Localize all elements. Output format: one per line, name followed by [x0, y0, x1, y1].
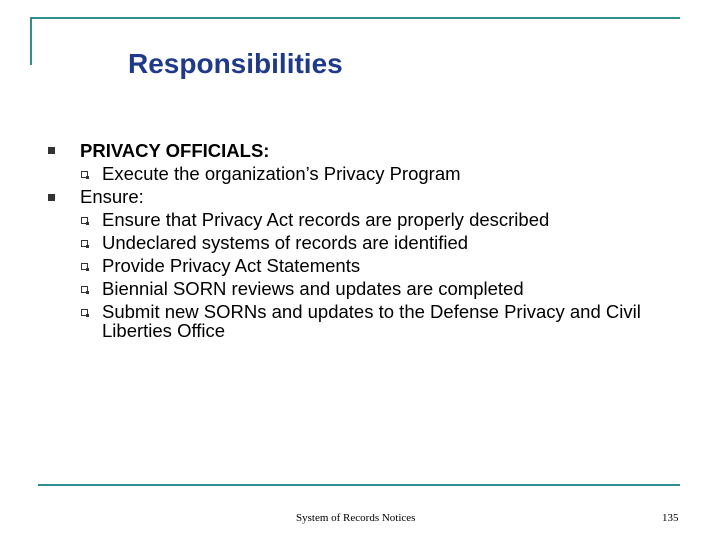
square-bullet-icon — [48, 147, 55, 154]
checkbox-bullet-icon — [81, 217, 88, 224]
checkbox-bullet-icon — [81, 171, 88, 178]
sub-item-undeclared-systems: Undeclared systems of records are identified — [102, 232, 469, 253]
bullet-item-privacy-officials: PRIVACY OFFICIALS: — [80, 140, 270, 161]
square-bullet-icon — [48, 194, 55, 201]
sub-item-records-described: Ensure that Privacy Act records are properly described — [102, 209, 550, 230]
checkbox-bullet-icon — [81, 263, 88, 270]
sub-item-biennial-sorn-reviews: Biennial SORN reviews and updates are completed — [102, 278, 524, 299]
sub-item-submit-new-sorns: Submit new SORNs and updates to the Defense Privacy and Civil — [102, 301, 641, 322]
sub-item-execute-program: Execute the organization’s Privacy Program — [102, 163, 461, 184]
page-number: 135 — [662, 512, 679, 524]
slide-title: Responsibilities — [128, 48, 343, 79]
footer-title: System of Records Notices — [296, 512, 416, 524]
checkbox-bullet-icon — [81, 240, 88, 247]
checkbox-bullet-icon — [81, 309, 88, 316]
sub-item-privacy-act-statements: Provide Privacy Act Statements — [102, 255, 361, 276]
checkbox-bullet-icon — [81, 286, 88, 293]
bullet-item-ensure: Ensure: — [80, 186, 144, 207]
sub-item-submit-new-sorns-continued: Liberties Office — [102, 320, 226, 341]
